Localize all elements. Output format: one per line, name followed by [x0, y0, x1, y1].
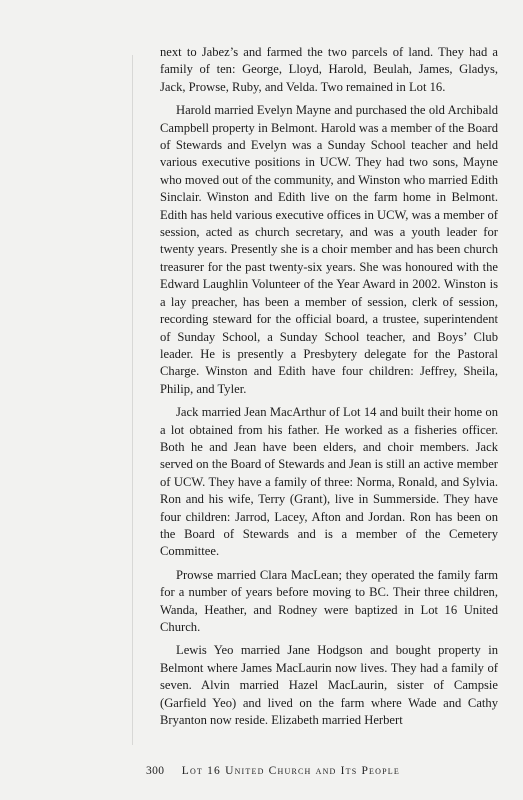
page-footer — [146, 765, 400, 777]
paragraph-3: Jack married Jean MacArthur of Lot 14 and built their home on a lot obtained from his father. He worked as a fisheries officer. Both he and Jean have been elders, and choir members. Jack served on the Board of Stewards and Jean is still an active member of UCW. They have a family of three: Norma, Ronald, and Sylvia. Ron and his wife, Terry (Grant), live in Summerside. They have four children: Jarrod, Lacey, Afton and Jordan. Ron has been on the Board of Stewards and is a member of the Cemetery Committee. — [160, 405, 498, 559]
paragraph-2: Harold married Evelyn Mayne and purchased the old Archibald Campbell property in Belmont. Harold was a member of the Board of Stewards and Evelyn was a Sunday School teacher and held various executive positions in UCW. They had two sons, Mayne who moved out of the community, and Winston who married Edith Sinclair. Winston and Edith live on the farm home in Belmont. Edith has held various executive offices in UCW, was a member of session, acted as church secretary, and was a youth leader for twenty years. Presently she is a choir member and has been church treasurer for the past twenty-six years. She was honoured with the Edward Laughlin Volunteer of the Year Award in 2002. Winston is a lay preacher, has been a member of session, clerk of session, recording steward for the official board, a trustee, superintendent of Sunday School, a Sunday School teacher, and Boys’ Club leader. He is presently a Presbytery delegate for the Pastoral Charge. Winston and Edith have four children: Jeffrey, Sheila, Philip, and Tyler. — [160, 103, 498, 396]
binding-gutter-line — [132, 55, 133, 745]
running-title: Lot 16 United Church and Its People — [181, 765, 400, 777]
paragraph-5: Lewis Yeo married Jane Hodgson and bought property in Belmont where James MacLaurin now lives. They had a family of seven. Alvin married Hazel MacLaurin, sister of Campsie (Garfield Yeo) and lived on the farm where Wade and Cathy Bryanton now reside. Elizabeth married Herbert — [160, 643, 498, 728]
page-body — [160, 44, 498, 735]
paragraph-1: next to Jabez’s and farmed the two parcels of land. They had a family of ten: George, Lloyd, Harold, Beulah, James, Gladys, Jack, Prowse, Ruby, and Velda. Two remained in Lot 16. — [160, 45, 498, 94]
paragraph-4: Prowse married Clara MacLean; they operated the family farm for a number of years before moving to BC. Their three children, Wanda, Heather, and Rodney were baptized in Lot 16 United Church. — [160, 567, 498, 634]
page-number: 300 — [146, 765, 165, 777]
